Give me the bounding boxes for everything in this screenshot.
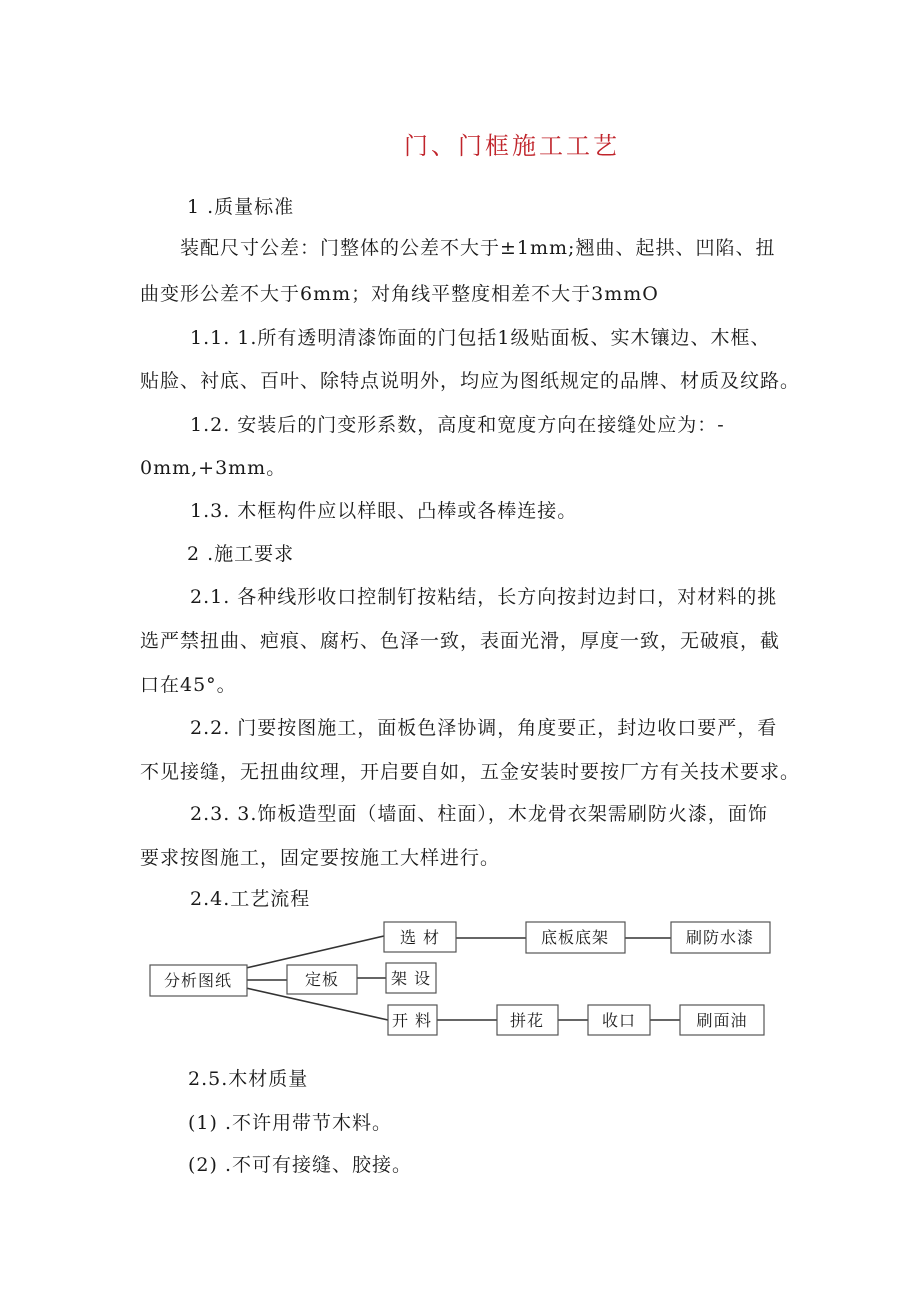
- paragraph-line: 2.2. 门要按图施工，面板色泽协调，角度要正，封边收口要严，看: [190, 717, 778, 739]
- flow-connector: [246, 936, 384, 968]
- subsection-heading-wood-quality: 2.5.木材质量: [188, 1068, 309, 1090]
- section-heading-quality: 1 .质量标准: [187, 196, 295, 218]
- flow-label: 分析图纸: [163, 971, 233, 990]
- flow-label: 收口: [601, 1011, 637, 1030]
- paragraph-line: 1.2. 安装后的门变形系数，高度和宽度方向在接缝处应为：-: [190, 414, 725, 436]
- list-item: (1) .不许用带节木料。: [188, 1112, 392, 1134]
- flow-label: 刷面油: [696, 1011, 748, 1030]
- subsection-heading-process: 2.4.工艺流程: [190, 888, 311, 910]
- flow-label: 架 设: [390, 969, 432, 988]
- list-item: (2) .不可有接缝、胶接。: [188, 1154, 412, 1176]
- paragraph-line: 1.1. 1.所有透明清漆饰面的门包括1级贴面板、实木镶边、木框、: [190, 327, 771, 349]
- section-heading-construction: 2 .施工要求: [187, 543, 295, 565]
- flow-label: 选 材: [399, 928, 441, 947]
- paragraph-line: 不见接缝，无扭曲纹理，开启要自如，五金安装时要按厂方有关技术要求。: [140, 761, 801, 783]
- paragraph-line: 0mm,+3mm。: [140, 457, 287, 479]
- paragraph-line: 2.1. 各种线形收口控制钉按粘结，长方向按封边封口，对材料的挑: [190, 586, 778, 608]
- paragraph-line: 口在45°。: [140, 674, 237, 696]
- flow-label: 刷防水漆: [685, 928, 755, 947]
- paragraph-line: 曲变形公差不大于6mm；对角线平整度相差不大于3mmO: [140, 283, 659, 305]
- paragraph-line: 装配尺寸公差：门整体的公差不大于±1mm;翘曲、起拱、凹陷、扭: [180, 237, 776, 259]
- paragraph-line: 贴脸、衬底、百叶、除特点说明外，均应为图纸规定的品牌、材质及纹路。: [140, 370, 801, 392]
- flow-label: 底板底架: [540, 928, 610, 947]
- page-title: 门、门框施工工艺: [404, 132, 620, 160]
- paragraph-line: 要求按图施工，固定要按施工大样进行。: [140, 847, 501, 869]
- flow-label: 拼花: [509, 1011, 545, 1030]
- paragraph-line: 2.3. 3.饰板造型面（墙面、柱面），木龙骨衣架需刷防火漆，面饰: [190, 803, 768, 825]
- flow-label: 开 料: [391, 1011, 433, 1030]
- paragraph-line: 1.3. 木框构件应以样眼、凸棒或各棒连接。: [190, 500, 578, 522]
- flow-label: 定板: [304, 970, 340, 989]
- paragraph-line: 选严禁扭曲、疤痕、腐朽、色泽一致，表面光滑，厚度一致，无破痕，截: [140, 630, 781, 652]
